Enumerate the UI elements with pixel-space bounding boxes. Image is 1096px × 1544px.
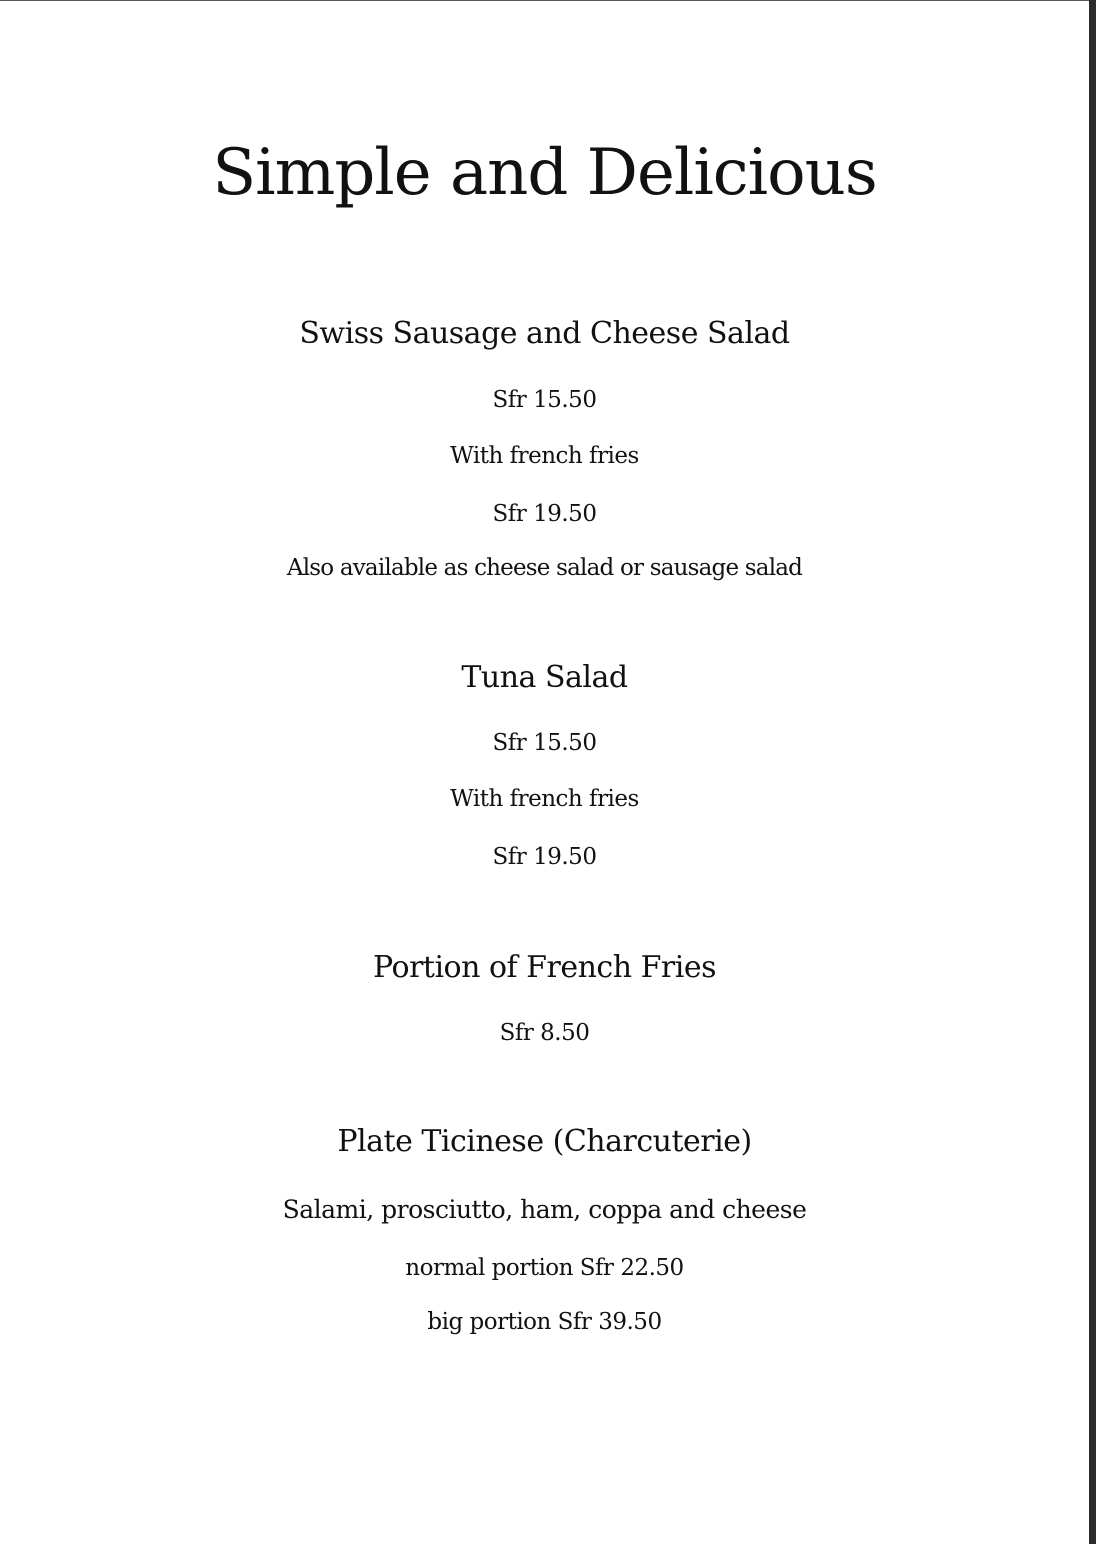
- option-price: Sfr 19.50: [492, 501, 597, 527]
- item-name: Portion of French Fries: [373, 950, 716, 985]
- item-price: Sfr 8.50: [499, 1020, 590, 1046]
- item-description: Salami, prosciutto, ham, coppa and cheese: [282, 1195, 807, 1224]
- option-label: With french fries: [450, 786, 639, 812]
- item-name: Tuna Salad: [461, 660, 628, 695]
- option-label: With french fries: [450, 443, 639, 469]
- item-name: Plate Ticinese (Charcuterie): [337, 1124, 752, 1159]
- normal-portion-price: normal portion Sfr 22.50: [405, 1255, 684, 1281]
- item-price: Sfr 15.50: [492, 730, 597, 756]
- menu-title: Simple and Delicious: [212, 136, 877, 210]
- big-portion-price: big portion Sfr 39.50: [427, 1309, 662, 1335]
- item-note: Also available as cheese salad or sausage salad: [286, 555, 803, 581]
- item-name: Swiss Sausage and Cheese Salad: [299, 316, 790, 351]
- item-price: Sfr 15.50: [492, 387, 597, 413]
- page-edge-border: [1089, 0, 1096, 1544]
- option-price: Sfr 19.50: [492, 844, 597, 870]
